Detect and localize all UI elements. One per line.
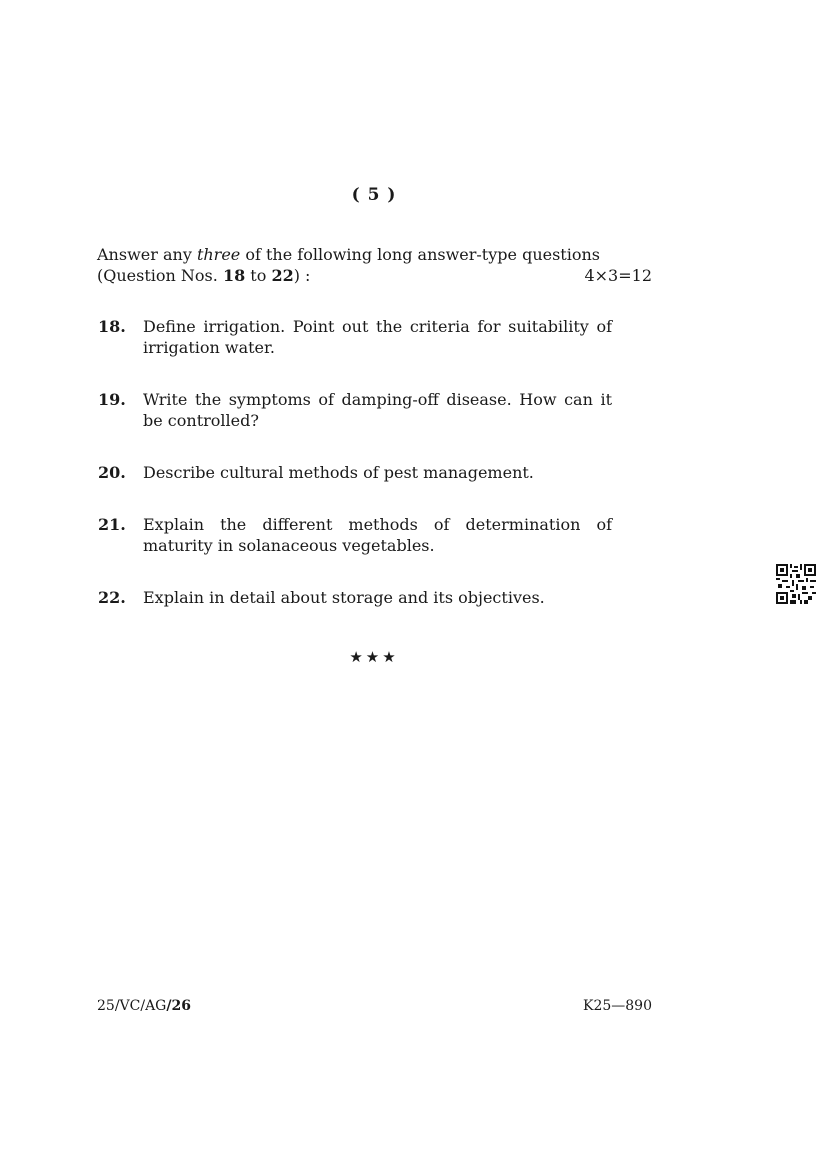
question-text: Write the symptoms of damping-off disease. How can it be controlled? bbox=[143, 390, 612, 430]
end-marker: ★★★ bbox=[349, 648, 399, 666]
question-19 bbox=[98, 389, 612, 431]
question-20 bbox=[98, 462, 612, 483]
question-18 bbox=[98, 316, 612, 358]
qr-code-icon bbox=[776, 564, 816, 604]
question-text: Explain the different methods of determination of maturity in solanaceous vegetables. bbox=[143, 515, 612, 555]
question-number: 22. bbox=[98, 588, 126, 607]
instruction-line-1: Answer any three of the following long answer-type questions bbox=[97, 245, 600, 264]
serial-code: K25—890 bbox=[583, 998, 652, 1014]
question-text: Explain in detail about storage and its objectives. bbox=[143, 588, 545, 607]
question-list bbox=[98, 316, 612, 639]
instructions bbox=[97, 244, 652, 286]
marks-allocation: 4×3=12 bbox=[584, 266, 652, 285]
question-text: Define irrigation. Point out the criteria for suitability of irrigation water. bbox=[143, 317, 612, 357]
paper-code: 25/VC/AG/26 bbox=[97, 998, 191, 1014]
question-21 bbox=[98, 514, 612, 556]
question-number: 18. bbox=[98, 317, 126, 336]
question-number: 19. bbox=[98, 390, 126, 409]
question-number: 21. bbox=[98, 515, 126, 534]
question-number: 20. bbox=[98, 463, 126, 482]
instruction-line-2: (Question Nos. 18 to 22) : 4×3=12 bbox=[97, 266, 652, 285]
question-22 bbox=[98, 587, 612, 608]
page-number: ( 5 ) bbox=[351, 185, 397, 205]
question-text: Describe cultural methods of pest management. bbox=[143, 463, 534, 482]
